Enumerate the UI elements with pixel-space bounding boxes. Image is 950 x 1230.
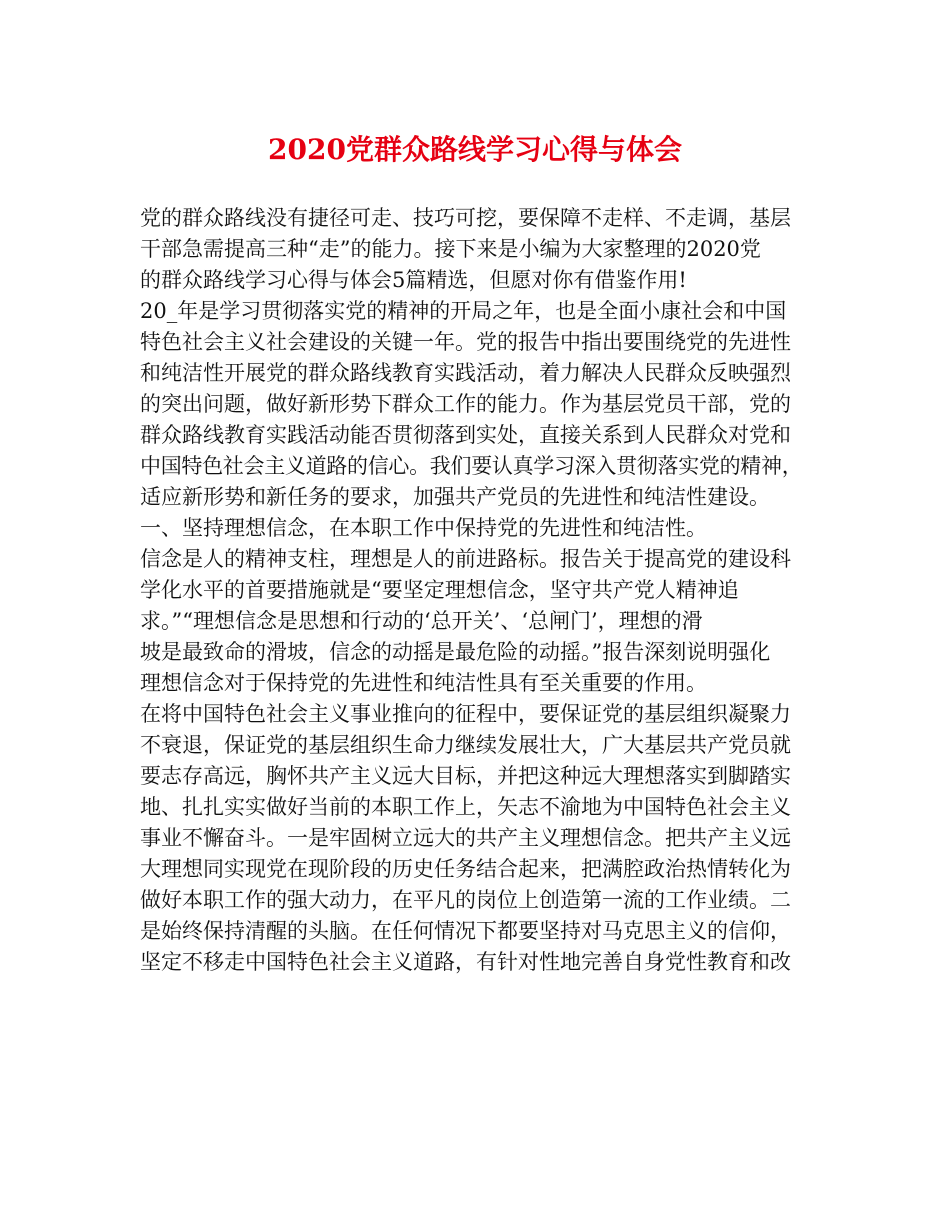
text-line: 信念是人的精神支柱，理想是人的前进路标。报告关于提高党的建设科 [140,547,791,571]
text-line: 群众路线教育实践活动能否贯彻落到实处，直接关系到人民群众对党和 [140,423,791,447]
text-line: 的群众路线学习心得与体会5篇精选，但愿对你有借鉴作用! [140,268,687,292]
text-line: 党的群众路线没有捷径可走、技巧可挖，要保障不走样、不走调，基层 [140,206,791,230]
text-line: 不衰退，保证党的基层组织生命力继续发展壮大，广大基层共产党员就 [140,733,791,757]
text-line: 事业不懈奋斗。一是牢固树立远大的共产主义理想信念。把共产主义远 [140,826,791,850]
document-title: 2020党群众路线学习心得与体会 [268,133,682,166]
text-line: 20_年是学习贯彻落实党的精神的开局之年，也是全面小康社会和中国 [140,299,787,323]
text-line: 中国特色社会主义道路的信心。我们要认真学习深入贯彻落实党的精神， [140,454,803,478]
text-line: 坡是最致命的滑坡，信念的动摇是最危险的动摇。”报告深刻说明强化 [140,640,771,664]
document-body [140,203,820,978]
text-line: 适应新形势和新任务的要求，加强共产党员的先进性和纯洁性建设。 [140,485,770,509]
section-heading: 一、坚持理想信念，在本职工作中保持党的先进性和纯洁性。 [140,516,707,540]
text-line: 大理想同实现党在现阶段的历史任务结合起来，把满腔政治热情转化为 [140,857,791,881]
text-line: 求。”“理想信念是思想和行动的‘总开关’、‘总闸门’，理想的滑 [140,609,703,633]
text-line: 在将中国特色社会主义事业推向的征程中，要保证党的基层组织凝聚力 [140,702,791,726]
text-line: 做好本职工作的强大动力，在平凡的岗位上创造第一流的工作业绩。二 [140,888,791,912]
text-line: 地、扎扎实实做好当前的本职工作上，矢志不渝地为中国特色社会主义 [140,795,791,819]
text-line: 干部急需提高三种“走”的能力。接下来是小编为大家整理的2020党 [140,237,761,261]
text-line: 要志存高远，胸怀共产主义远大目标，并把这种远大理想落实到脚踏实 [140,764,791,788]
text-line: 特色社会主义社会建设的关键一年。党的报告中指出要围绕党的先进性 [140,330,791,354]
text-line: 学化水平的首要措施就是“要坚定理想信念，坚守共产党人精神追 [140,578,739,602]
text-line: 坚定不移走中国特色社会主义道路，有针对性地完善自身党性教育和改 [140,950,791,974]
text-line: 的突出问题，做好新形势下群众工作的能力。作为基层党员干部，党的 [140,392,791,416]
text-line: 是始终保持清醒的头脑。在任何情况下都要坚持对马克思主义的信仰， [140,919,791,943]
text-line: 理想信念对于保持党的先进性和纯洁性具有至关重要的作用。 [140,671,707,695]
text-line: 和纯洁性开展党的群众路线教育实践活动，着力解决人民群众反映强烈 [140,361,791,385]
